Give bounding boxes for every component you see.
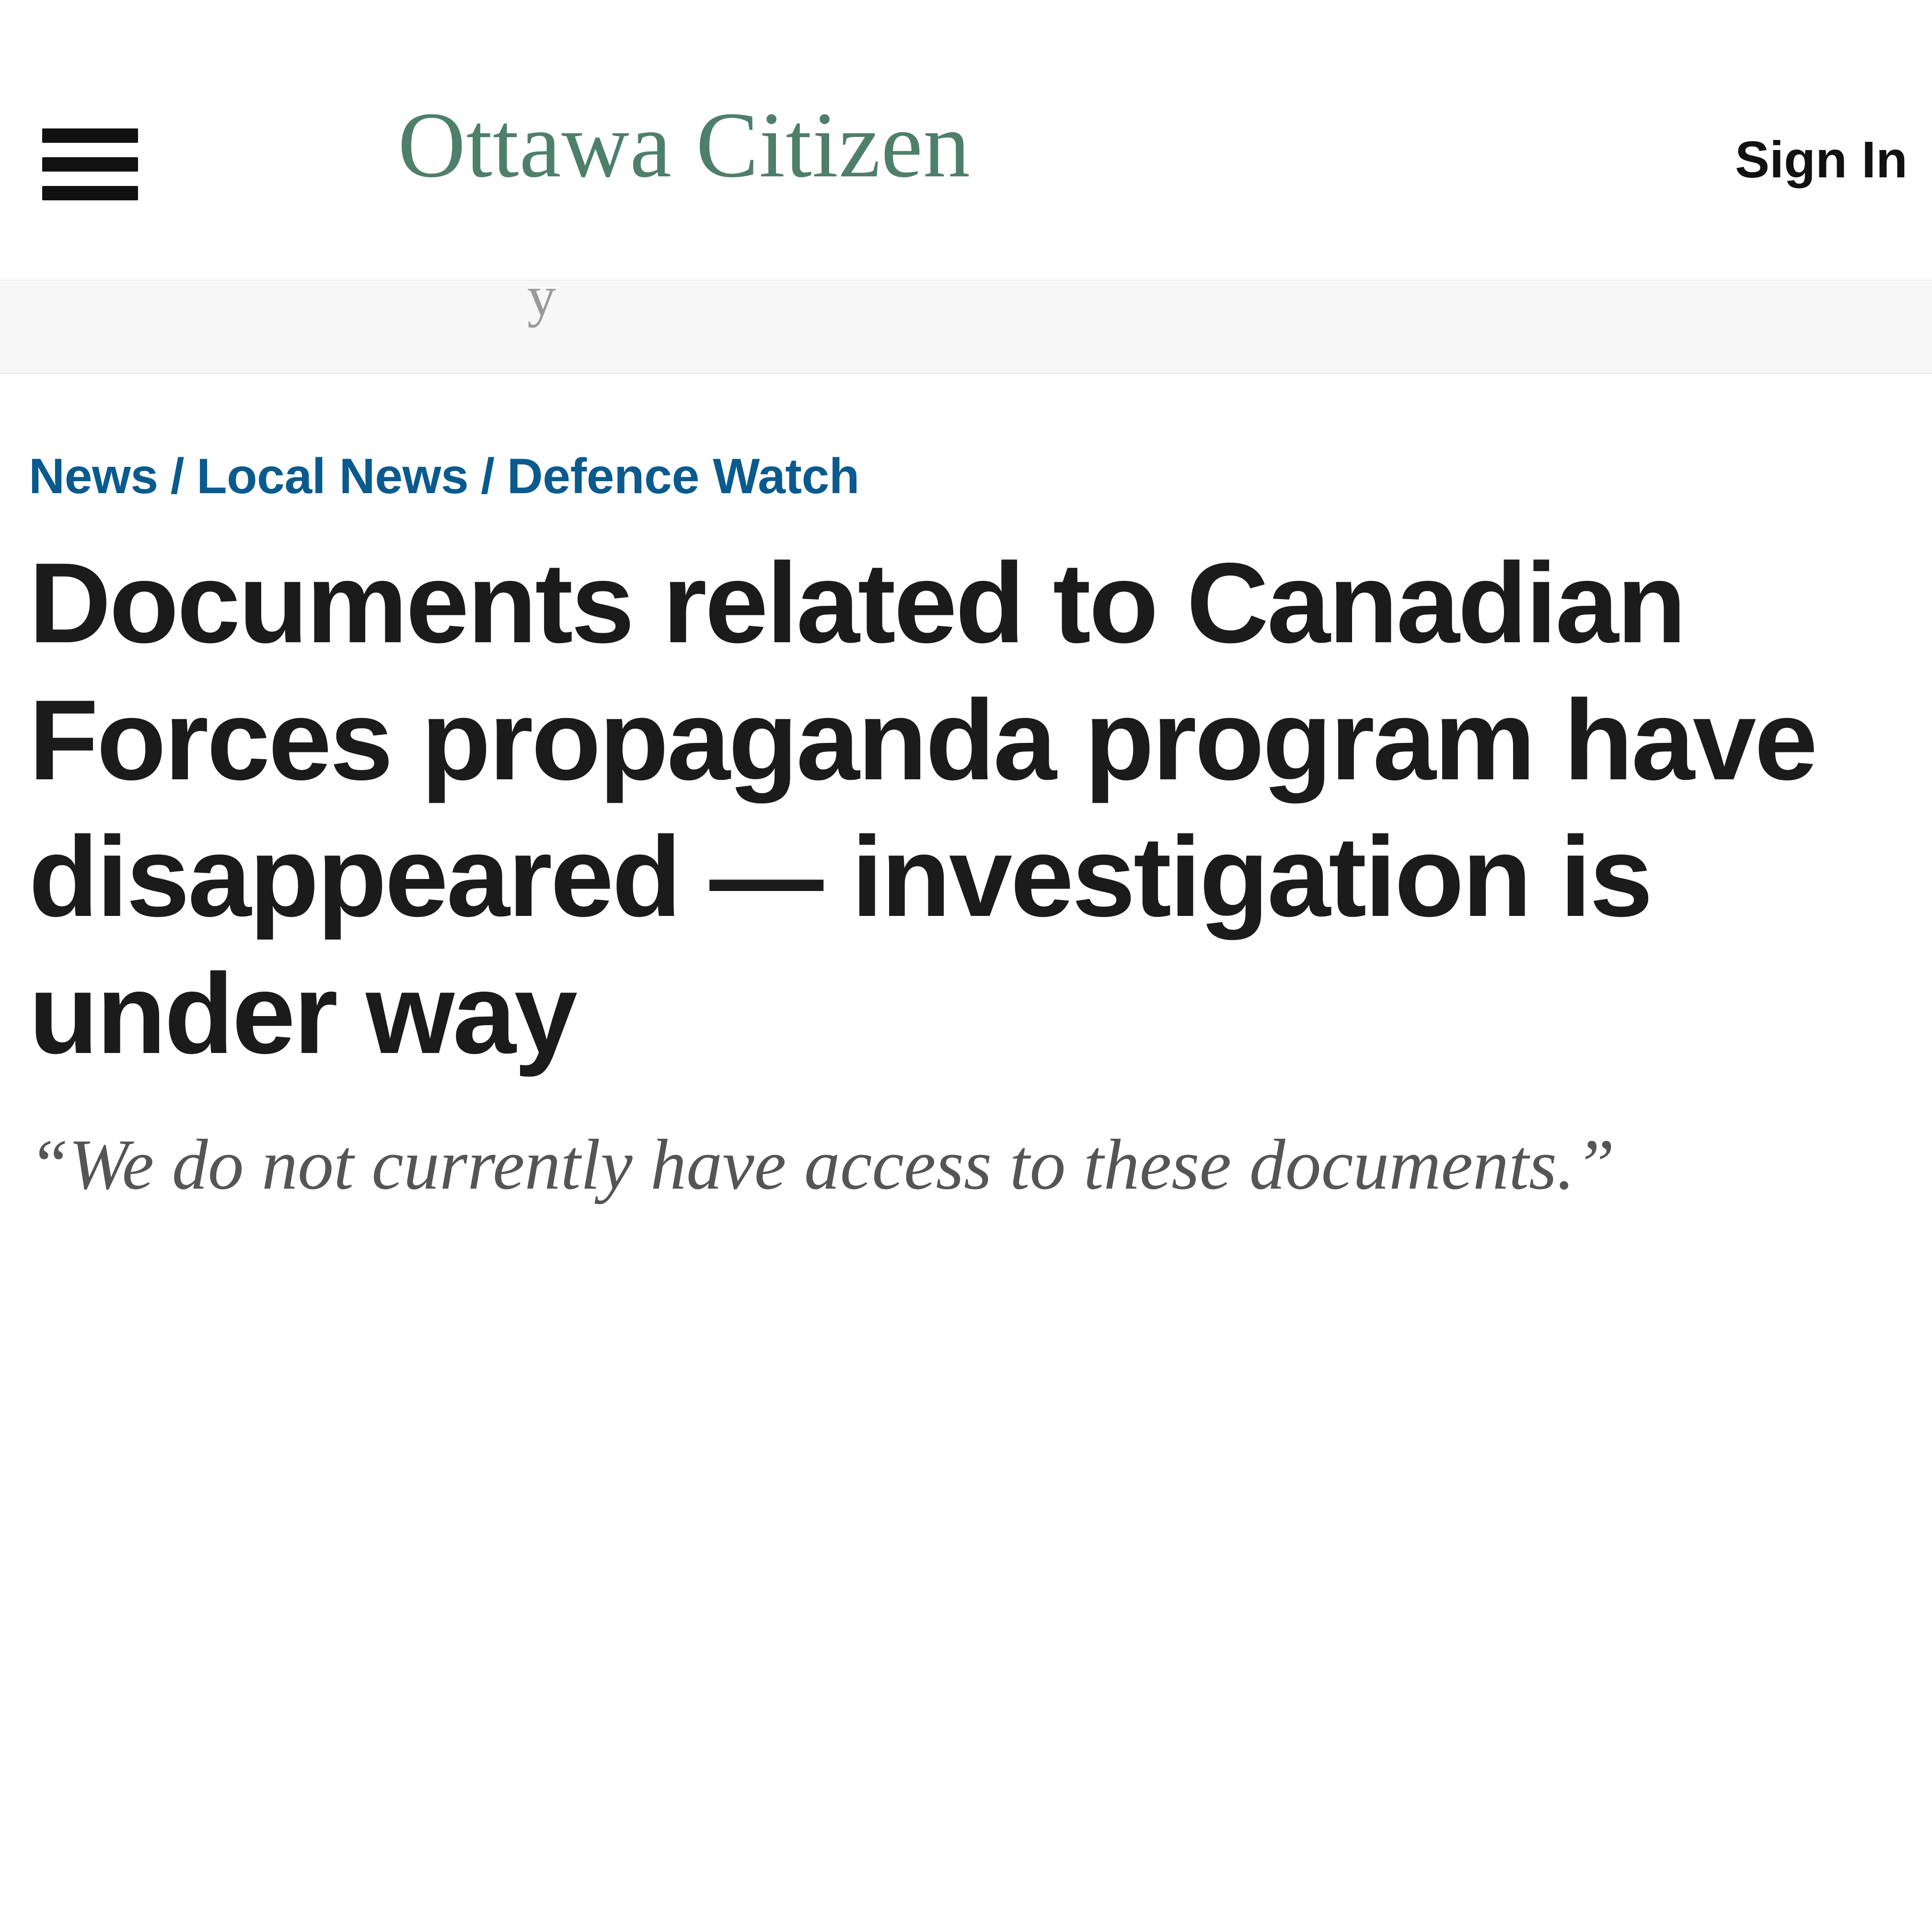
hamburger-bar-2: [42, 157, 138, 172]
hamburger-menu-icon[interactable]: [42, 128, 138, 200]
breadcrumb: [29, 448, 1903, 505]
breadcrumb-separator-1: /: [170, 449, 185, 504]
masthead-word-two: Citizen: [696, 93, 971, 197]
site-header: [0, 0, 1932, 280]
page-title: Documents related to Canadian Forces propaganda program have disappeared — investigation is under way: [29, 540, 1816, 1077]
article-container: [0, 448, 1932, 1210]
sign-in-button[interactable]: Sign In: [1735, 130, 1908, 188]
masthead-word-one: Ottawa: [398, 93, 672, 197]
breadcrumb-item-local-news[interactable]: Local News: [197, 449, 469, 504]
article-deck: “We do not currently have access to these documents.”: [29, 1125, 1615, 1205]
secondary-nav-ghost-text: y: [527, 280, 556, 328]
breadcrumb-item-defence-watch[interactable]: Defence Watch: [507, 449, 859, 504]
hamburger-bar-3: [42, 186, 138, 200]
site-logo[interactable]: [398, 93, 971, 197]
hamburger-bar-1: [42, 128, 138, 143]
secondary-nav-bar: [0, 280, 1932, 374]
breadcrumb-separator-2: /: [481, 449, 495, 504]
breadcrumb-item-news[interactable]: News: [29, 449, 158, 504]
